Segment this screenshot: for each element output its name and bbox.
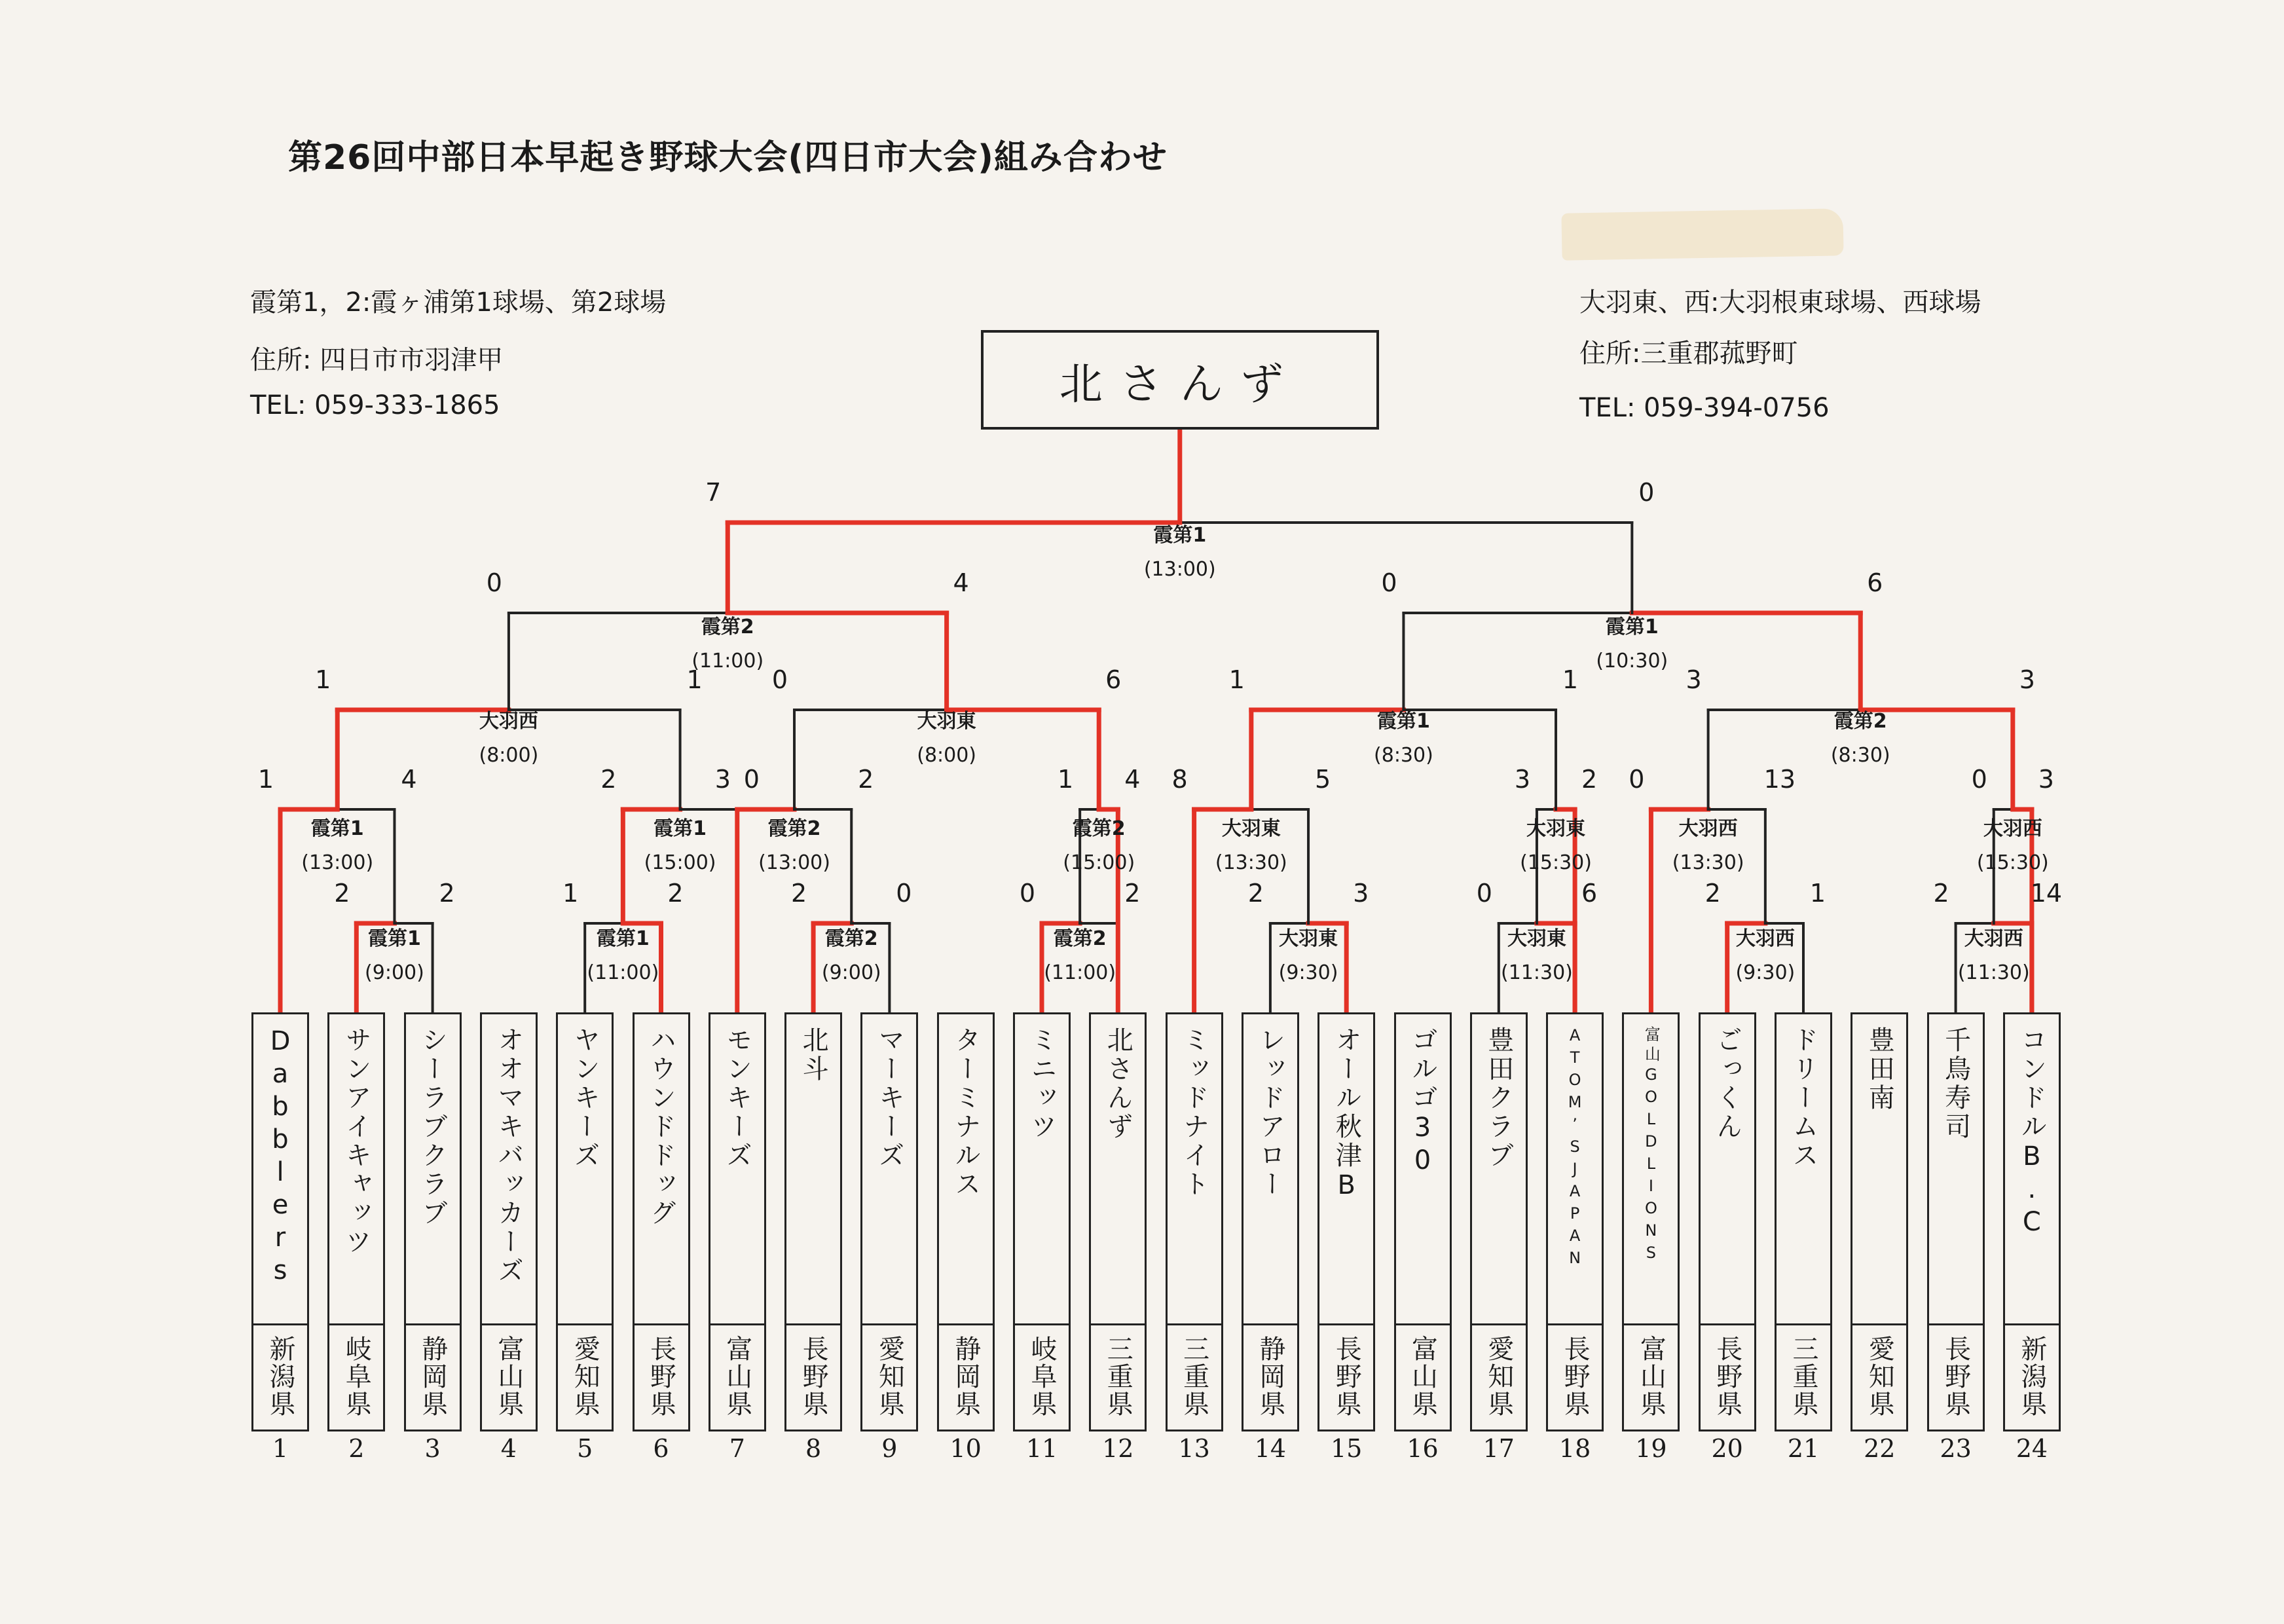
score-right: 6 bbox=[1867, 568, 1883, 597]
venue-left-address: 住所: 四日市市羽津甲 bbox=[250, 345, 504, 375]
match-venue: 霞第1 bbox=[1605, 616, 1659, 638]
match-label bbox=[1044, 922, 1116, 990]
score-left: 0 bbox=[1629, 765, 1645, 794]
team-box bbox=[327, 1012, 385, 1431]
team-prefecture: 富山県 bbox=[493, 1335, 524, 1418]
team-name: レッドアロー bbox=[1255, 1026, 1285, 1199]
team-box bbox=[480, 1012, 538, 1431]
team-divider bbox=[1929, 1323, 1983, 1325]
match-venue: 大羽東 bbox=[1526, 817, 1586, 840]
team-prefecture: 新潟県 bbox=[265, 1335, 295, 1418]
match-label bbox=[479, 705, 539, 773]
score-left: 1 bbox=[257, 765, 274, 794]
score-right: 4 bbox=[401, 765, 417, 794]
team-prefecture: 岐阜県 bbox=[341, 1335, 372, 1418]
team-name: ゴルゴ30 bbox=[1407, 1026, 1438, 1178]
score-right: 1 bbox=[1809, 879, 1826, 908]
match-label bbox=[365, 922, 424, 990]
team-name: ごっくん bbox=[1712, 1026, 1742, 1141]
match-time: (8:30) bbox=[1374, 744, 1433, 767]
score-left: 3 bbox=[1514, 765, 1531, 794]
match-time: (9:30) bbox=[1735, 961, 1796, 984]
match-label bbox=[1596, 610, 1668, 678]
match-label bbox=[822, 922, 881, 990]
match-venue: 大羽西 bbox=[1964, 927, 2023, 950]
team-prefecture: 長野県 bbox=[798, 1335, 829, 1418]
team-divider bbox=[558, 1323, 612, 1325]
team-number: 5 bbox=[577, 1434, 593, 1463]
team-box bbox=[1851, 1012, 1908, 1431]
team-name: 北斗 bbox=[798, 1026, 829, 1084]
team-number: 1 bbox=[272, 1434, 289, 1463]
team-box bbox=[709, 1012, 766, 1431]
score-left: 7 bbox=[705, 478, 722, 507]
team-prefecture: 富山県 bbox=[1636, 1335, 1667, 1418]
match-venue: 大羽西 bbox=[479, 710, 538, 733]
team-prefecture: 静岡県 bbox=[1255, 1335, 1285, 1418]
match-label bbox=[1063, 812, 1135, 880]
match-time: (11:30) bbox=[1501, 961, 1573, 984]
team-box bbox=[860, 1012, 918, 1431]
score-right: 0 bbox=[743, 765, 760, 794]
team-box bbox=[1166, 1012, 1223, 1431]
team-box bbox=[2003, 1012, 2061, 1431]
match-label bbox=[1520, 812, 1592, 880]
team-box bbox=[1775, 1012, 1832, 1431]
team-name: ヤンキーズ bbox=[570, 1026, 600, 1170]
team-box bbox=[1699, 1012, 1756, 1431]
match-venue: 霞第2 bbox=[767, 817, 821, 840]
team-name: 千鳥寿司 bbox=[1940, 1026, 1971, 1141]
team-divider bbox=[786, 1323, 840, 1325]
match-time: (15:00) bbox=[1063, 851, 1135, 874]
match-label bbox=[644, 812, 716, 880]
team-divider bbox=[253, 1323, 307, 1325]
score-right: 3 bbox=[1353, 879, 1369, 908]
team-divider bbox=[1091, 1323, 1145, 1325]
team-box bbox=[1622, 1012, 1680, 1431]
team-divider bbox=[1396, 1323, 1450, 1325]
team-divider bbox=[1243, 1323, 1297, 1325]
team-number: 12 bbox=[1102, 1434, 1134, 1463]
team-divider bbox=[635, 1323, 688, 1325]
team-prefecture: 長野県 bbox=[1560, 1335, 1591, 1418]
match-label bbox=[1501, 922, 1573, 990]
score-right: 6 bbox=[1105, 665, 1122, 694]
match-time: (13:00) bbox=[758, 851, 830, 874]
champion-box bbox=[981, 330, 1379, 430]
score-left: 0 bbox=[1381, 568, 1397, 597]
team-box bbox=[556, 1012, 614, 1431]
score-left: 1 bbox=[1058, 765, 1074, 794]
score-right: 3 bbox=[2019, 665, 2035, 694]
score-left: 2 bbox=[1247, 879, 1264, 908]
team-box bbox=[1089, 1012, 1147, 1431]
team-name: モンキーズ bbox=[722, 1026, 752, 1170]
team-prefecture: 長野県 bbox=[1940, 1335, 1971, 1418]
team-name: マーキーズ bbox=[874, 1026, 905, 1170]
match-venue: 霞第2 bbox=[1833, 710, 1887, 733]
match-label bbox=[1144, 519, 1216, 587]
team-name: ターミナルス bbox=[950, 1026, 981, 1199]
match-label bbox=[691, 610, 764, 678]
team-box bbox=[1013, 1012, 1071, 1431]
match-venue: 大羽東 bbox=[1221, 817, 1281, 840]
score-right: 0 bbox=[896, 879, 912, 908]
team-box bbox=[937, 1012, 995, 1431]
team-number: 23 bbox=[1940, 1434, 1972, 1463]
team-prefecture: 長野県 bbox=[1331, 1335, 1362, 1418]
team-number: 18 bbox=[1558, 1434, 1591, 1463]
match-venue: 霞第1 bbox=[654, 817, 707, 840]
match-venue: 大羽東 bbox=[1279, 927, 1338, 950]
score-left: 0 bbox=[1971, 765, 1987, 794]
match-venue: 霞第1 bbox=[368, 927, 421, 950]
team-name: ハウンドドッグ bbox=[646, 1026, 676, 1228]
score-right: 0 bbox=[1638, 478, 1655, 507]
score-left: 0 bbox=[771, 665, 788, 694]
match-venue: 霞第2 bbox=[1053, 927, 1107, 950]
match-time: (15:30) bbox=[1520, 851, 1592, 874]
team-name: ミッドナイト bbox=[1179, 1026, 1209, 1199]
match-venue: 霞第1 bbox=[310, 817, 364, 840]
team-name: ATOM’SJAPAN bbox=[1566, 1026, 1585, 1271]
team-number: 13 bbox=[1178, 1434, 1210, 1463]
team-box bbox=[1470, 1012, 1528, 1431]
team-prefecture: 長野県 bbox=[1712, 1335, 1742, 1418]
team-box bbox=[1242, 1012, 1299, 1431]
match-time: (9:00) bbox=[821, 961, 881, 984]
score-left: 0 bbox=[1019, 879, 1036, 908]
match-venue: 霞第1 bbox=[596, 927, 650, 950]
match-time: (11:30) bbox=[1957, 961, 2030, 984]
venue-left-fields: 霞第1，2:霞ヶ浦第1球場、第2球場 bbox=[250, 287, 667, 318]
venue-right-fields: 大羽東、西:大羽根東球場、西球場 bbox=[1579, 287, 1981, 318]
score-left: 0 bbox=[1476, 879, 1492, 908]
team-number: 22 bbox=[1864, 1434, 1896, 1463]
team-prefecture: 三重県 bbox=[1788, 1335, 1818, 1418]
match-label bbox=[587, 922, 659, 990]
team-prefecture: 三重県 bbox=[1103, 1335, 1133, 1418]
team-name: 北さんず bbox=[1103, 1026, 1133, 1141]
team-name: 豊田南 bbox=[1864, 1026, 1895, 1113]
team-name: ドリームス bbox=[1788, 1026, 1818, 1170]
team-number: 2 bbox=[348, 1434, 365, 1463]
match-venue: 霞第1 bbox=[1153, 524, 1207, 547]
match-time: (11:00) bbox=[1044, 961, 1116, 984]
team-number: 3 bbox=[424, 1434, 441, 1463]
match-venue: 霞第2 bbox=[701, 616, 754, 638]
score-left: 2 bbox=[334, 879, 350, 908]
team-divider bbox=[939, 1323, 993, 1325]
team-box bbox=[251, 1012, 309, 1431]
score-left: 2 bbox=[600, 765, 617, 794]
team-number: 17 bbox=[1483, 1434, 1515, 1463]
team-prefecture: 静岡県 bbox=[417, 1335, 448, 1418]
match-label bbox=[1831, 705, 1890, 773]
match-venue: 霞第1 bbox=[1376, 710, 1430, 733]
match-time: (9:30) bbox=[1278, 961, 1338, 984]
team-prefecture: 富山県 bbox=[1407, 1335, 1438, 1418]
score-left: 2 bbox=[1933, 879, 1949, 908]
match-label bbox=[1958, 922, 2030, 990]
score-right: 5 bbox=[1314, 765, 1331, 794]
score-right: 14 bbox=[2030, 879, 2063, 908]
match-label bbox=[758, 812, 830, 880]
team-box bbox=[1317, 1012, 1375, 1431]
score-right: 2 bbox=[1124, 879, 1141, 908]
team-number: 9 bbox=[881, 1434, 898, 1463]
match-venue: 大羽西 bbox=[1983, 817, 2042, 840]
score-right: 2 bbox=[858, 765, 874, 794]
team-name: コンドルB.C bbox=[2016, 1026, 2047, 1240]
team-box bbox=[633, 1012, 690, 1431]
team-divider bbox=[1624, 1323, 1678, 1325]
team-box bbox=[1546, 1012, 1604, 1431]
team-prefecture: 愛知県 bbox=[1483, 1335, 1514, 1418]
match-time: (13:00) bbox=[301, 851, 374, 874]
team-number: 19 bbox=[1635, 1434, 1667, 1463]
score-right: 1 bbox=[1562, 665, 1579, 694]
match-venue: 霞第2 bbox=[1072, 817, 1126, 840]
match-venue: 大羽東 bbox=[917, 710, 976, 733]
match-label bbox=[301, 812, 373, 880]
team-divider bbox=[329, 1323, 383, 1325]
score-left: 1 bbox=[562, 879, 579, 908]
team-number: 4 bbox=[500, 1434, 517, 1463]
match-time: (8:30) bbox=[1830, 744, 1890, 767]
team-number: 14 bbox=[1254, 1434, 1287, 1463]
score-right: 3 bbox=[2038, 765, 2054, 794]
score-right: 1 bbox=[686, 665, 703, 694]
team-box bbox=[784, 1012, 842, 1431]
match-venue: 霞第2 bbox=[824, 927, 878, 950]
team-divider bbox=[1777, 1323, 1830, 1325]
match-label bbox=[1374, 705, 1433, 773]
match-time: (10:30) bbox=[1596, 650, 1668, 673]
team-divider bbox=[1168, 1323, 1221, 1325]
team-name: サンアイキャッツ bbox=[341, 1026, 372, 1257]
score-right: 2 bbox=[1581, 765, 1598, 794]
team-prefecture: 愛知県 bbox=[570, 1335, 600, 1418]
team-number: 10 bbox=[949, 1434, 982, 1463]
team-number: 24 bbox=[2016, 1434, 2048, 1463]
team-divider bbox=[1701, 1323, 1754, 1325]
score-right: 2 bbox=[439, 879, 455, 908]
team-number: 20 bbox=[1711, 1434, 1743, 1463]
team-box bbox=[1927, 1012, 1985, 1431]
match-time: (15:00) bbox=[644, 851, 716, 874]
team-box bbox=[1394, 1012, 1452, 1431]
match-label bbox=[917, 705, 976, 773]
match-time: (15:30) bbox=[1976, 851, 2049, 874]
score-right: 4 bbox=[1124, 765, 1141, 794]
match-label bbox=[1279, 922, 1338, 990]
team-divider bbox=[406, 1323, 460, 1325]
team-prefecture: 富山県 bbox=[722, 1335, 752, 1418]
team-name: 富山GOLDLIONS bbox=[1642, 1026, 1661, 1266]
match-venue: 大羽東 bbox=[1507, 927, 1566, 950]
team-name: オール秋津B bbox=[1331, 1026, 1362, 1203]
page-title: 第26回中部日本早起き野球大会(四日市大会)組み合わせ bbox=[288, 138, 1168, 177]
score-left: 1 bbox=[315, 665, 331, 694]
team-prefecture: 新潟県 bbox=[2016, 1335, 2047, 1418]
score-left: 8 bbox=[1171, 765, 1188, 794]
score-left: 3 bbox=[1685, 665, 1702, 694]
match-venue: 大羽西 bbox=[1735, 927, 1795, 950]
team-number: 8 bbox=[805, 1434, 822, 1463]
team-divider bbox=[482, 1323, 536, 1325]
team-number: 11 bbox=[1025, 1434, 1058, 1463]
score-left: 2 bbox=[791, 879, 807, 908]
team-divider bbox=[1472, 1323, 1526, 1325]
match-label bbox=[1977, 812, 2049, 880]
team-prefecture: 愛知県 bbox=[1864, 1335, 1895, 1418]
team-box bbox=[404, 1012, 462, 1431]
champion-name: 北さんず bbox=[1059, 358, 1300, 409]
match-time: (13:30) bbox=[1672, 851, 1744, 874]
match-time: (13:00) bbox=[1143, 558, 1216, 581]
match-time: (8:00) bbox=[479, 744, 539, 767]
match-venue: 大羽西 bbox=[1678, 817, 1738, 840]
match-time: (13:30) bbox=[1215, 851, 1287, 874]
venue-left-tel: TEL: 059-333-1865 bbox=[250, 390, 500, 420]
score-left: 0 bbox=[486, 568, 502, 597]
score-left: 2 bbox=[1704, 879, 1721, 908]
match-time: (8:00) bbox=[917, 744, 977, 767]
team-name: 豊田クラブ bbox=[1483, 1026, 1514, 1170]
match-label bbox=[1672, 812, 1744, 880]
match-time: (11:00) bbox=[587, 961, 659, 984]
score-left: 1 bbox=[1228, 665, 1245, 694]
team-name: Dabblers bbox=[265, 1026, 295, 1288]
venue-right-tel: TEL: 059-394-0756 bbox=[1579, 393, 1830, 423]
team-divider bbox=[2005, 1323, 2059, 1325]
match-label bbox=[1215, 812, 1287, 880]
team-number: 16 bbox=[1407, 1434, 1439, 1463]
team-prefecture: 長野県 bbox=[646, 1335, 676, 1418]
team-prefecture: 三重県 bbox=[1179, 1335, 1209, 1418]
team-divider bbox=[862, 1323, 916, 1325]
team-number: 21 bbox=[1787, 1434, 1820, 1463]
match-time: (11:00) bbox=[691, 650, 764, 673]
score-right: 6 bbox=[1581, 879, 1598, 908]
team-divider bbox=[1319, 1323, 1373, 1325]
team-divider bbox=[1015, 1323, 1069, 1325]
team-name: シーラブクラブ bbox=[417, 1026, 448, 1228]
score-right: 13 bbox=[1763, 765, 1796, 794]
team-number: 7 bbox=[729, 1434, 745, 1463]
score-left: 3 bbox=[714, 765, 731, 794]
team-prefecture: 静岡県 bbox=[950, 1335, 981, 1418]
venue-right-address: 住所:三重郡菰野町 bbox=[1579, 339, 1798, 369]
team-prefecture: 岐阜県 bbox=[1027, 1335, 1057, 1418]
team-divider bbox=[1852, 1323, 1906, 1325]
team-number: 6 bbox=[653, 1434, 669, 1463]
team-divider bbox=[710, 1323, 764, 1325]
match-time: (9:00) bbox=[365, 961, 424, 984]
score-right: 2 bbox=[667, 879, 684, 908]
team-divider bbox=[1548, 1323, 1602, 1325]
team-prefecture: 愛知県 bbox=[874, 1335, 905, 1418]
score-right: 4 bbox=[953, 568, 969, 597]
team-number: 15 bbox=[1331, 1434, 1363, 1463]
match-label bbox=[1735, 922, 1795, 990]
team-name: オオマキバッカーズ bbox=[493, 1026, 524, 1285]
team-name: ミニッツ bbox=[1027, 1026, 1057, 1141]
